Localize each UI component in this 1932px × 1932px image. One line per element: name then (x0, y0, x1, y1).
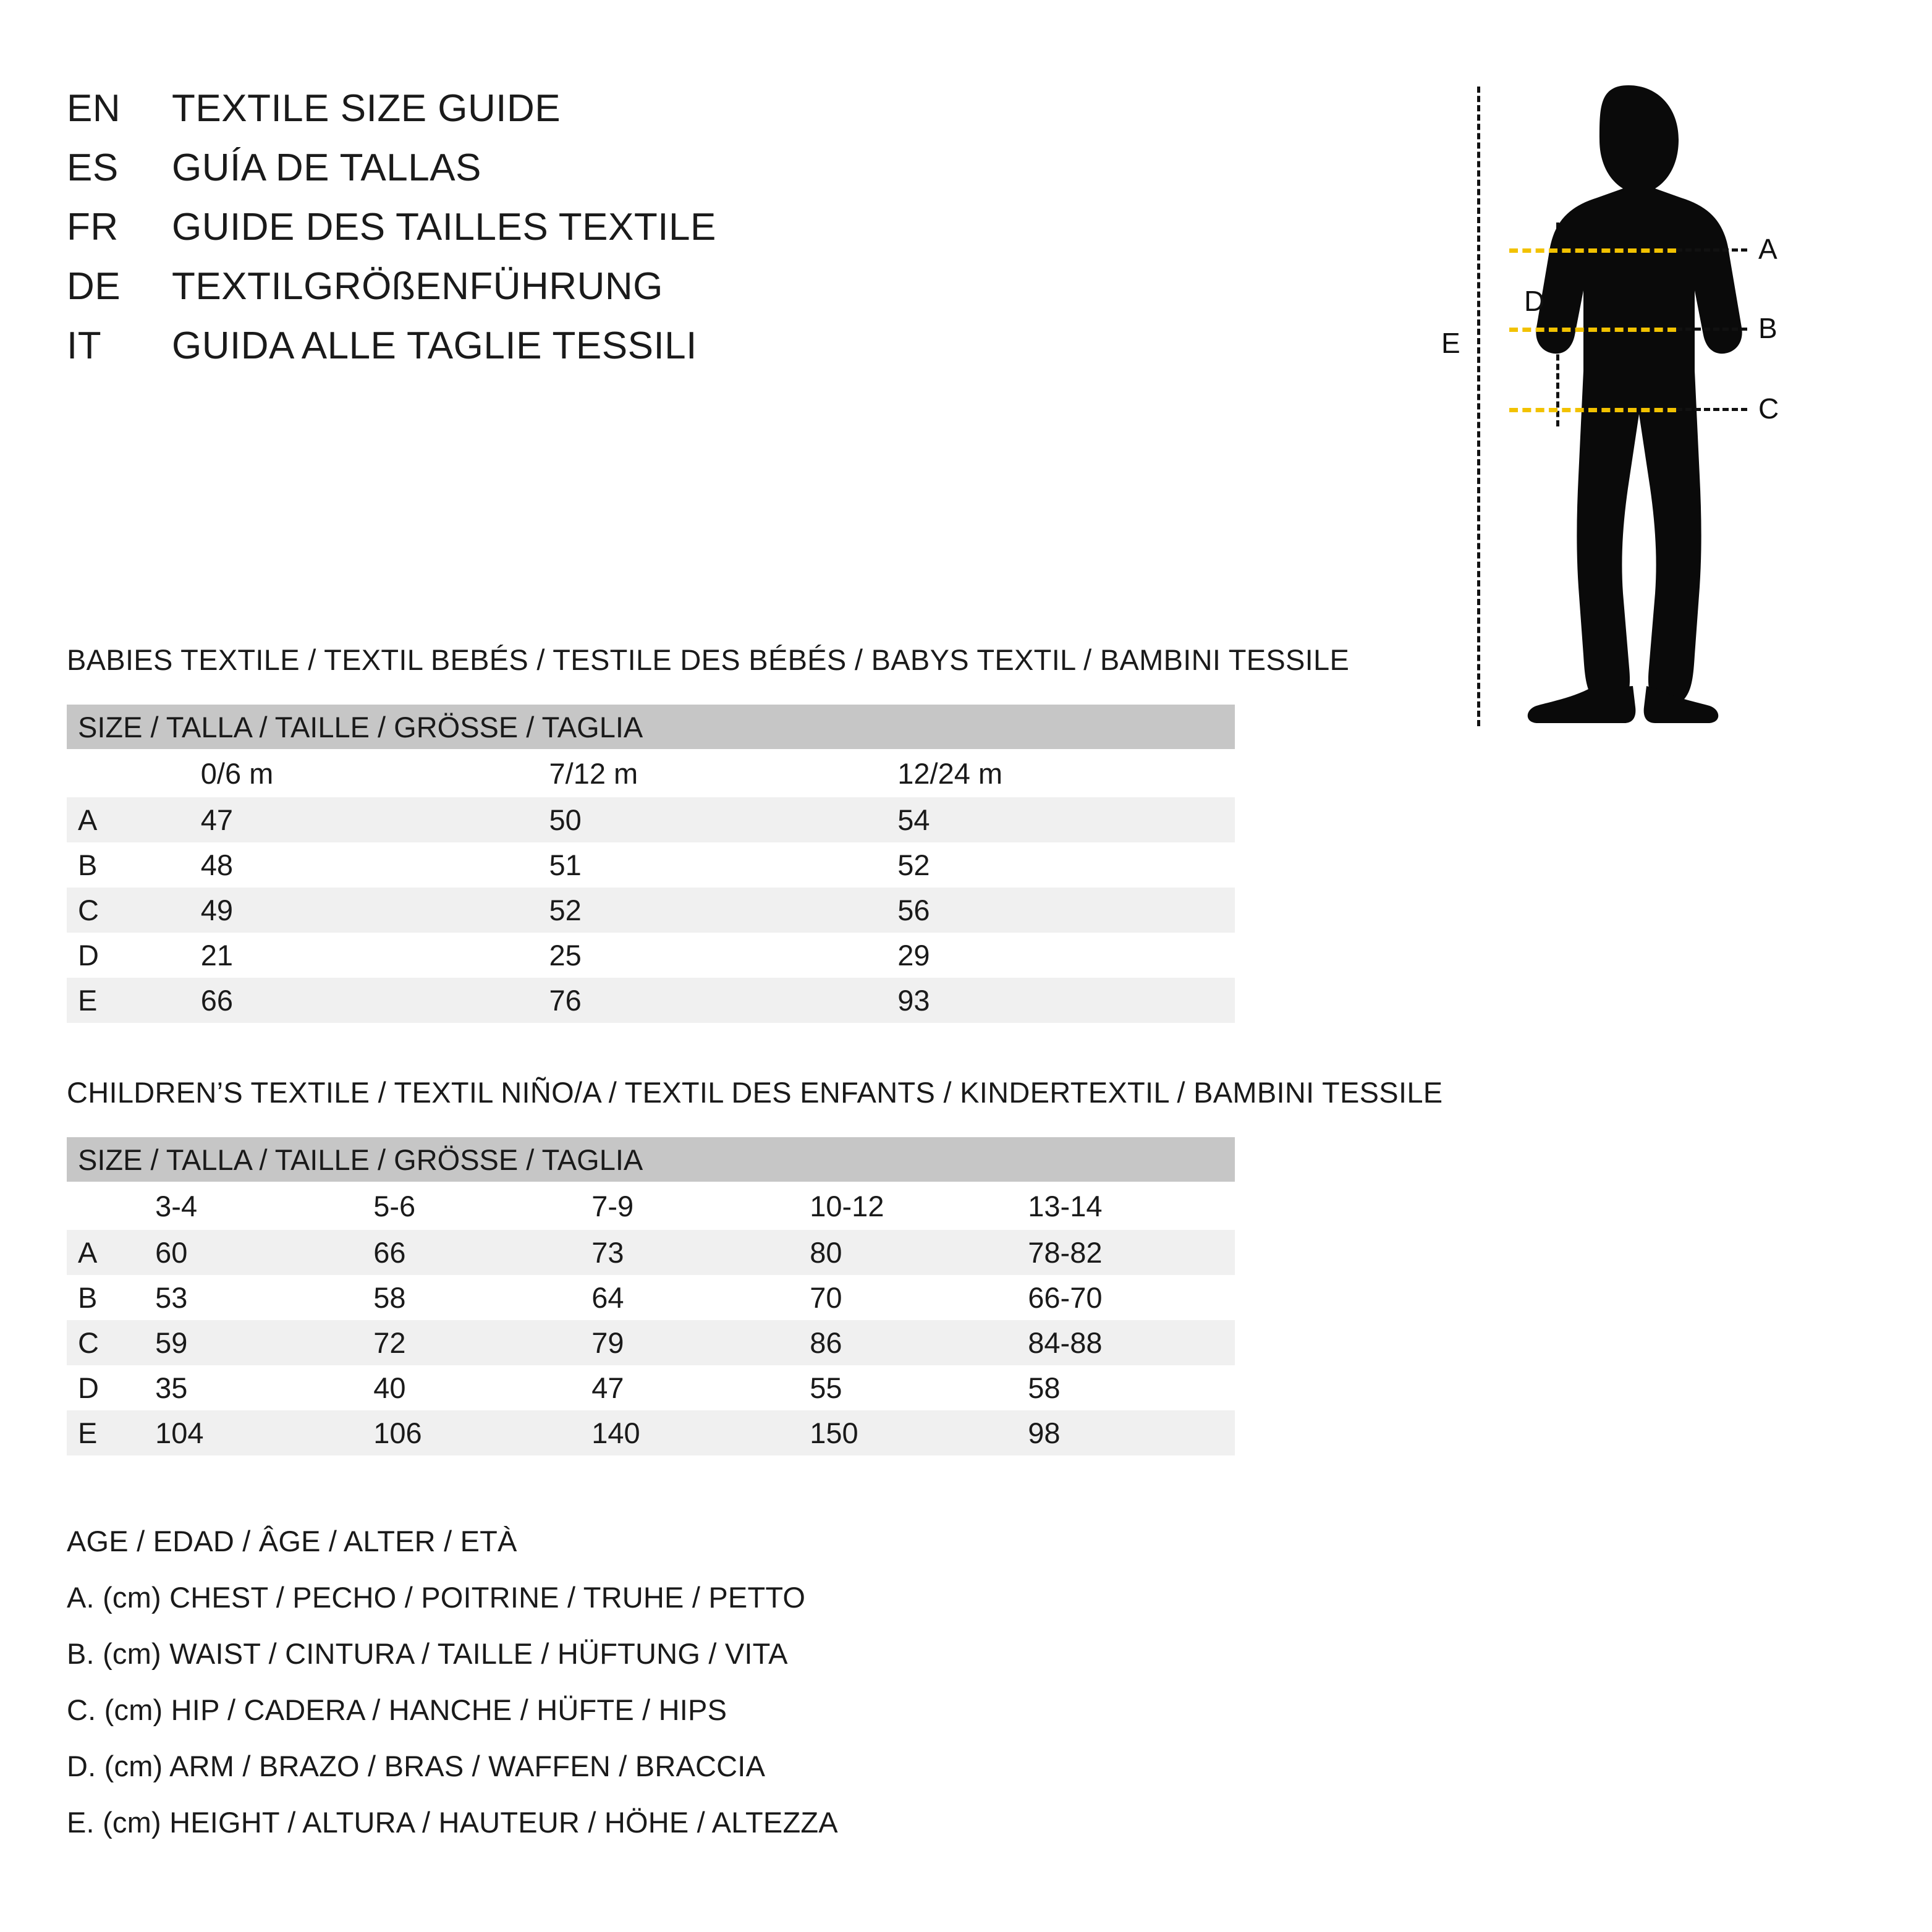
cell-value: 76 (538, 978, 887, 1023)
children-column-header-row (67, 1182, 1235, 1230)
table-row (67, 933, 1235, 978)
legend-list (67, 1527, 838, 1864)
language-code: EN (67, 87, 121, 130)
cell-value: 84-88 (1017, 1320, 1235, 1365)
cell-value: 73 (580, 1230, 799, 1275)
cell-value: 140 (580, 1410, 799, 1455)
table-row (67, 1275, 1235, 1320)
language-row (67, 87, 716, 146)
cell-value: 54 (886, 797, 1235, 842)
language-code: IT (67, 324, 102, 367)
language-row (67, 324, 716, 383)
children-column-header: 10-12 (799, 1182, 1017, 1230)
language-row (67, 146, 716, 205)
language-row (67, 205, 716, 265)
cell-value: 55 (799, 1365, 1017, 1410)
children-column-header: 7-9 (580, 1182, 799, 1230)
legend-line-arm: D. (cm) ARM / BRAZO / BRAS / WAFFEN / BRACCIA (67, 1750, 766, 1782)
hip-leader-line (1676, 408, 1747, 411)
language-row (67, 265, 716, 324)
language-title: GUIDE DES TAILLES TEXTILE (172, 206, 716, 248)
children-table-header-row (67, 1137, 1235, 1182)
cell-value: 106 (362, 1410, 580, 1455)
cell-value: 53 (144, 1275, 362, 1320)
chest-leader-line (1676, 248, 1747, 252)
cell-value: 104 (144, 1410, 362, 1455)
waist-measure-line (1509, 328, 1676, 332)
cell-value: 86 (799, 1320, 1017, 1365)
row-label: A (67, 1230, 144, 1275)
cell-value: 66 (190, 978, 538, 1023)
children-column-header: 5-6 (362, 1182, 580, 1230)
cell-value: 35 (144, 1365, 362, 1410)
cell-value: 21 (190, 933, 538, 978)
cell-value: 51 (538, 842, 887, 888)
cell-value: 70 (799, 1275, 1017, 1320)
measurement-figure (1403, 80, 1891, 760)
row-label: E (67, 1410, 144, 1455)
row-label: D (67, 933, 190, 978)
table-row (67, 797, 1235, 842)
callout-label-d: D (1524, 285, 1545, 317)
row-label: C (67, 1320, 144, 1365)
cell-value: 58 (362, 1275, 580, 1320)
cell-value: 40 (362, 1365, 580, 1410)
language-title-list (67, 87, 716, 383)
cell-value: 50 (538, 797, 887, 842)
babies-table-header-label: SIZE / TALLA / TAILLE / GRÖSSE / TAGLIA (67, 705, 1235, 749)
babies-column-header: 7/12 m (538, 749, 887, 797)
cell-value: 49 (190, 888, 538, 933)
children-corner-cell (67, 1182, 144, 1230)
legend-line-chest: A. (cm) CHEST / PECHO / POITRINE / TRUHE / PETTO (67, 1581, 806, 1614)
cell-value: 80 (799, 1230, 1017, 1275)
children-table-header-label: SIZE / TALLA / TAILLE / GRÖSSE / TAGLIA (67, 1137, 1235, 1182)
hip-measure-line (1509, 408, 1676, 412)
cell-value: 64 (580, 1275, 799, 1320)
table-row (67, 1410, 1235, 1455)
callout-label-a: A (1758, 233, 1777, 265)
callout-label-b: B (1758, 312, 1777, 344)
cell-value: 47 (190, 797, 538, 842)
cell-value: 59 (144, 1320, 362, 1365)
legend-line-age: AGE / EDAD / ÂGE / ALTER / ETÀ (67, 1525, 517, 1557)
children-size-table (67, 1137, 1235, 1455)
language-title: GUIDA ALLE TAGLIE TESSILI (172, 324, 697, 367)
table-row (67, 978, 1235, 1023)
language-title: TEXTILE SIZE GUIDE (172, 87, 561, 130)
waist-leader-line (1676, 328, 1747, 331)
row-label: D (67, 1365, 144, 1410)
table-row (67, 1320, 1235, 1365)
row-label: B (67, 842, 190, 888)
language-code: ES (67, 146, 119, 189)
cell-value: 56 (886, 888, 1235, 933)
cell-value: 29 (886, 933, 1235, 978)
babies-column-header: 0/6 m (190, 749, 538, 797)
cell-value: 47 (580, 1365, 799, 1410)
children-section-caption: CHILDREN’S TEXTILE / TEXTIL NIÑO/A / TEXTIL DES ENFANTS / KINDERTEXTIL / BAMBINI TESSILE (67, 1076, 1443, 1109)
babies-column-header-row (67, 749, 1235, 797)
children-column-header: 13-14 (1017, 1182, 1235, 1230)
cell-value: 79 (580, 1320, 799, 1365)
babies-size-table (67, 705, 1235, 1023)
language-code: FR (67, 206, 119, 248)
cell-value: 72 (362, 1320, 580, 1365)
row-label: B (67, 1275, 144, 1320)
cell-value: 66 (362, 1230, 580, 1275)
child-silhouette-icon (1496, 80, 1761, 723)
legend-line-waist: B. (cm) WAIST / CINTURA / TAILLE / HÜFTUNG / VITA (67, 1637, 788, 1670)
language-title: GUÍA DE TALLAS (172, 146, 481, 189)
cell-value: 150 (799, 1410, 1017, 1455)
cell-value: 93 (886, 978, 1235, 1023)
legend-line-hip: C. (cm) HIP / CADERA / HANCHE / HÜFTE / HIPS (67, 1693, 727, 1726)
language-code: DE (67, 265, 121, 308)
children-column-header: 3-4 (144, 1182, 362, 1230)
cell-value: 48 (190, 842, 538, 888)
cell-value: 52 (886, 842, 1235, 888)
babies-column-header: 12/24 m (886, 749, 1235, 797)
table-row (67, 1365, 1235, 1410)
callout-label-c: C (1758, 392, 1779, 425)
table-row (67, 842, 1235, 888)
legend-line-height: E. (cm) HEIGHT / ALTURA / HAUTEUR / HÖHE / ALTEZZA (67, 1806, 838, 1839)
babies-section-caption: BABIES TEXTILE / TEXTIL BEBÉS / TESTILE DES BÉBÉS / BABYS TEXTIL / BAMBINI TESSILE (67, 643, 1350, 676)
cell-value: 98 (1017, 1410, 1235, 1455)
cell-value: 66-70 (1017, 1275, 1235, 1320)
row-label: E (67, 978, 190, 1023)
row-label: C (67, 888, 190, 933)
callout-label-e: E (1441, 327, 1460, 359)
babies-corner-cell (67, 749, 190, 797)
table-row (67, 1230, 1235, 1275)
table-row (67, 888, 1235, 933)
cell-value: 78-82 (1017, 1230, 1235, 1275)
height-guide-line-e (1477, 87, 1480, 726)
cell-value: 52 (538, 888, 887, 933)
cell-value: 60 (144, 1230, 362, 1275)
cell-value: 58 (1017, 1365, 1235, 1410)
babies-table-header-row (67, 705, 1235, 749)
chest-measure-line (1509, 248, 1676, 253)
cell-value: 25 (538, 933, 887, 978)
row-label: A (67, 797, 190, 842)
language-title: TEXTILGRÖßENFÜHRUNG (172, 265, 663, 308)
